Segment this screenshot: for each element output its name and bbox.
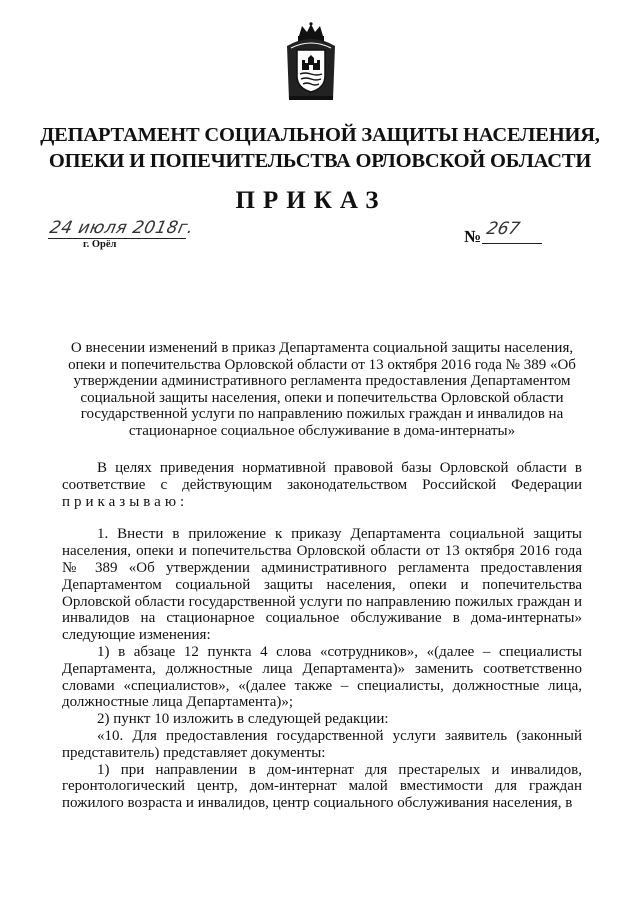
paragraph-5: 1) при направлении в дом-интернат для престарелых и инвалидов, геронтологический центр, дом-интернат малой вместимости для граждан пожилого возраста и инвалидов, центр социального обслуживания населения, в xyxy=(62,761,582,812)
paragraph-1: 1. Внести в приложение к приказу Департамента социальной защиты населения, опеки и попечительства Орловской области от 13 октября 2016 года № 389 «Об утверждении административного регламента предоставления Департаментом социальной защиты населения, опеки и попечительства Орловской области государственной услуги по направлению пожилых граждан и инвалидов на стационарное социальное обслуживание в дома-интернаты» следующие изменения: xyxy=(62,526,582,644)
date-underline xyxy=(48,238,186,239)
number-label: № xyxy=(464,227,482,246)
preamble-text: В целях приведения нормативной правовой базы Орловской области в соответствие с действующим законодательством Российской Федерации xyxy=(62,460,582,493)
department-line-2: ОПЕКИ И ПОПЕЧИТЕЛЬСТВА ОРЛОВСКОЙ ОБЛАСТИ xyxy=(48,150,592,172)
document-type-heading: ПРИКАЗ xyxy=(235,187,387,214)
order-title: О внесении изменений в приказ Департамента социальной защиты населения, опеки и попечительства Орловской области от 13 октября 2016 года № 389 «Об утверждении административного регламента предоставления Департаментом социальной защиты населения, опеки и попечительства Орловской области государственной услуги по направлению пожилых граждан и инвалидов на стационарное социальное обслуживание в дома-интернаты» xyxy=(68,340,576,439)
coat-of-arms-emblem xyxy=(281,22,341,104)
preamble xyxy=(62,460,582,510)
handwritten-number: 267 xyxy=(484,219,522,239)
paragraph-2: 1) в абзаце 12 пункта 4 слова «сотрудников», «(далее – специалисты Департамента, должностные лица Департамента)» заменить соответственно словами «специалистов», «(далее также – специалисты, должностные лица, должностные лица Департамента)»; xyxy=(62,643,582,711)
paragraph-3: 2) пункт 10 изложить в следующей редакции: xyxy=(97,711,389,728)
paragraph-gap xyxy=(62,510,582,526)
paragraph-4: «10. Для предоставления государственной услуги заявитель (законный представитель) представляет документы: xyxy=(62,727,582,761)
department-name xyxy=(40,122,600,174)
handwritten-date: 24 июля 2018г. xyxy=(47,218,196,238)
order-word: приказываю: xyxy=(62,493,189,510)
department-line-1: ДЕПАРТАМЕНТ СОЦИАЛЬНОЙ ЗАЩИТЫ НАСЕЛЕНИЯ, xyxy=(40,124,600,146)
city-label: г. Орёл xyxy=(83,239,117,250)
number-underline xyxy=(482,243,542,244)
order-body xyxy=(62,460,582,812)
